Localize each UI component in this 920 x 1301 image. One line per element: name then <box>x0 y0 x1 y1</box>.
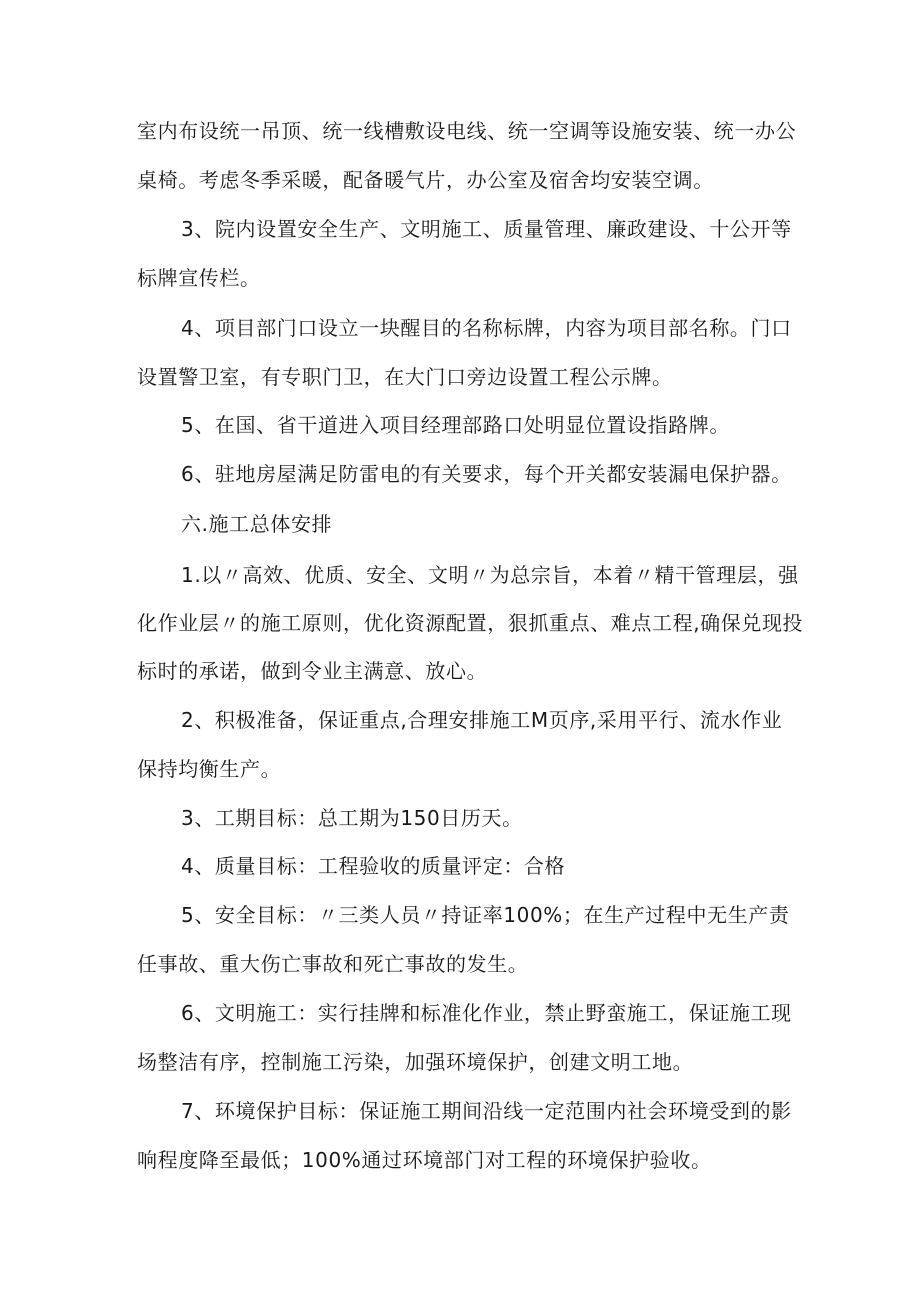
item-6-line-1: 6、驻地房屋满足防雷电的有关要求，每个开关都安装漏电保护器。 <box>181 462 792 486</box>
plan-5-line-1: 5、安全目标：〃三类人员〃持证率100%；在生产过程中无生产责 <box>181 903 790 927</box>
plan-1-line-1: 1.以〃高效、优质、安全、文明〃为总宗旨，本着〃精干管理层，强 <box>181 563 799 587</box>
item-4-line-1: 4、项目部门口设立一块醒目的名称标牌，内容为项目部名称。门口 <box>181 316 792 340</box>
plan-6-line-2: 场整洁有序，控制施工污染，加强环境保护，创建文明工地。 <box>137 1050 694 1074</box>
item-3-line-2: 标牌宣传栏。 <box>137 266 261 290</box>
text-line-1: 室内布设统一吊顶、统一线槽敷设电线、统一空调等设施安装、统一办公 <box>137 119 797 143</box>
text-line-2: 桌椅。考虑冬季采暖，配备暖气片，办公室及宿舍均安装空调。 <box>137 168 714 192</box>
plan-3-line-1: 3、工期目标：总工期为150日历天。 <box>181 806 523 830</box>
plan-7-line-2: 响程度降至最低；100%通过环境部门对工程的环境保护验收。 <box>137 1148 712 1172</box>
section-heading: 六.施工总体安排 <box>181 512 333 536</box>
plan-2-line-1: 2、积极准备，保证重点,合理安排施工M页序,采用平行、流水作业 <box>181 708 783 732</box>
item-5-line-1: 5、在国、省干道进入项目经理部路口处明显位置设指路牌。 <box>181 413 730 437</box>
plan-5-line-2: 任事故、重大伤亡事故和死亡事故的发生。 <box>137 952 529 976</box>
plan-6-line-1: 6、文明施工：实行挂牌和标准化作业，禁止野蛮施工，保证施工现 <box>181 1001 792 1025</box>
plan-4-line-1: 4、质量目标：工程验收的质量评定：合格 <box>181 854 566 878</box>
plan-7-line-1: 7、环境保护目标：保证施工期间沿线一定范围内社会环境受到的影 <box>181 1099 792 1123</box>
plan-1-line-2: 化作业层〃的施工原则，优化资源配置，狠抓重点、难点工程,确保兑现投 <box>137 611 804 635</box>
plan-2-line-2: 保持均衡生产。 <box>137 757 282 781</box>
plan-1-line-3: 标时的承诺，做到令业主满意、放心。 <box>137 659 488 683</box>
item-4-line-2: 设置警卫室，有专职门卫，在大门口旁边设置工程公示牌。 <box>137 365 673 389</box>
item-3-line-1: 3、院内设置安全生产、文明施工、质量管理、廉政建设、十公开等 <box>181 217 792 241</box>
